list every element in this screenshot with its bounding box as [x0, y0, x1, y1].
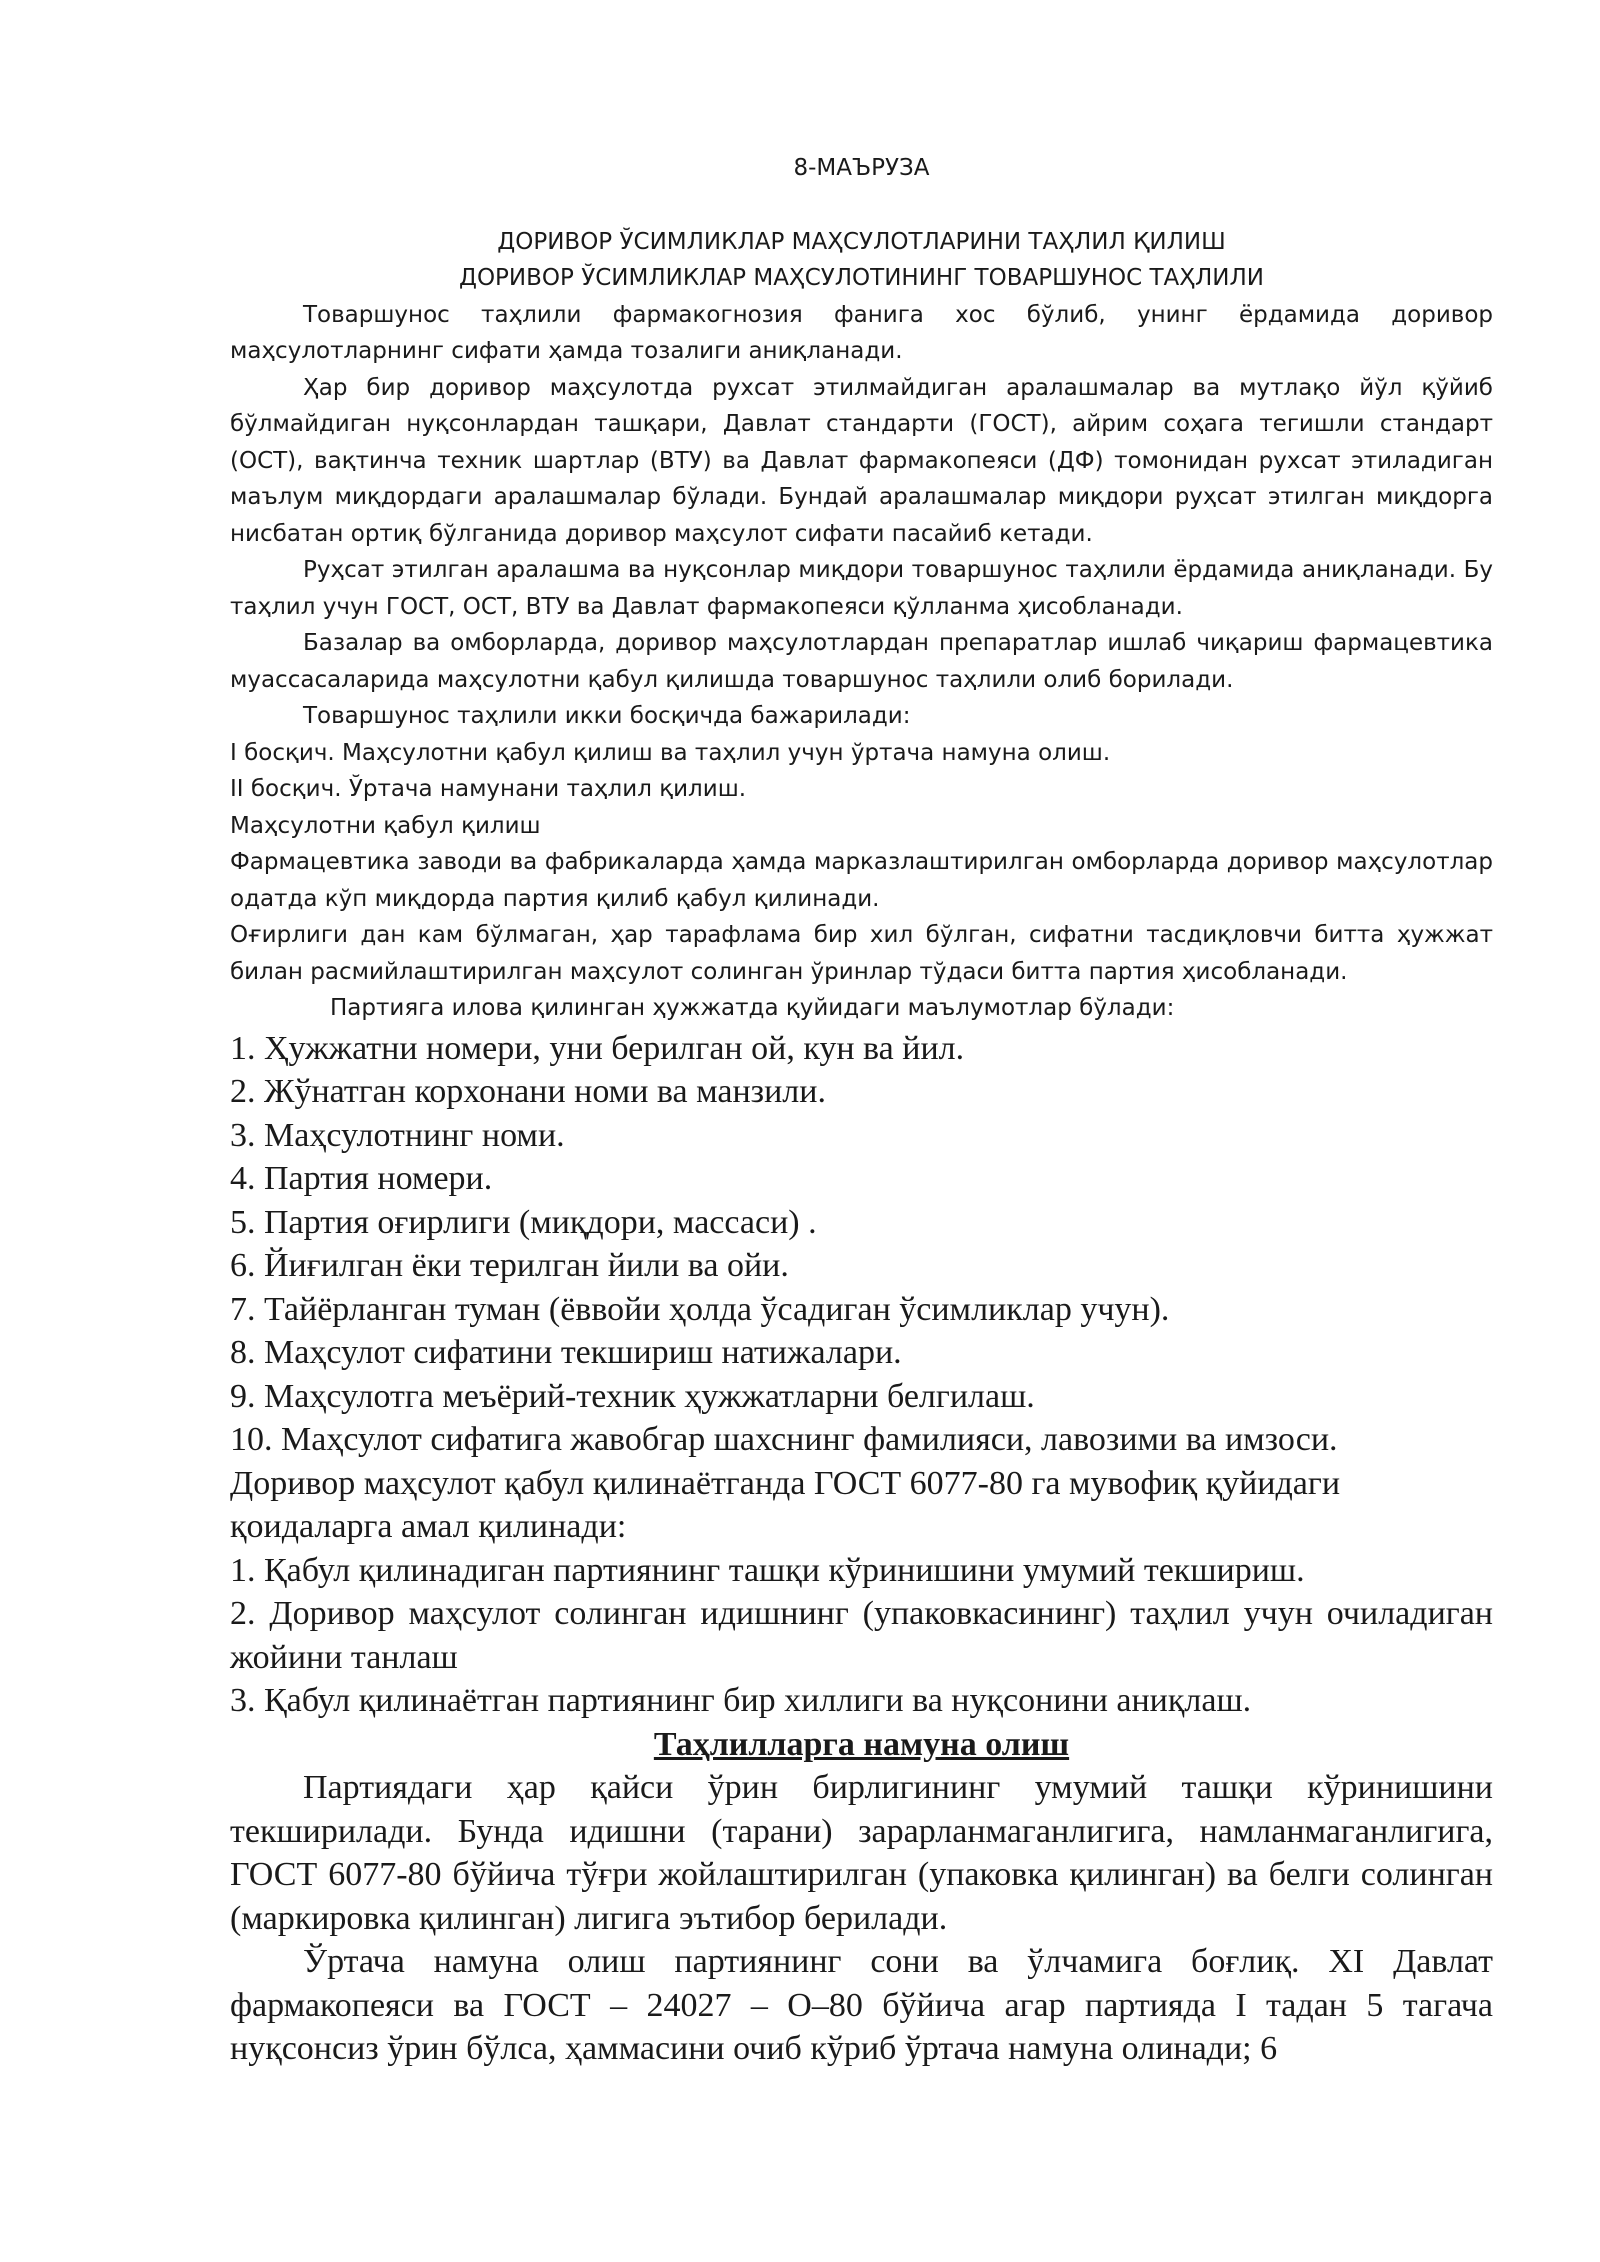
list-item: 3. Қабул қилинаётган партиянинг бир хиллиги ва нуқсонини аниқлаш.: [230, 1682, 1252, 1719]
paragraph: Партиядаги ҳар қайси ўрин бирлигининг умумий ташқи кўринишини текширилади. Бунда идишни (тарани) зарарланмаганлигига, намланмаганлигига, ГОСТ 6077-80 бўйича тўғри жойлаштирилган (упаковка қилинган) ва белги солинган (маркировка қилинган) лигига эътибор берилади.: [230, 1769, 1493, 1937]
rules-list: [230, 1549, 1493, 1723]
section-heading: ДОРИВОР ЎСИМЛИКЛАР МАҲСУЛОТИНИНГ ТОВАРШУНОС ТАҲЛИЛИ: [458, 265, 1265, 291]
paragraph: Фармацевтика заводи ва фабрикаларда ҳамда марказлаштирилган омборларда доривор маҳсулотлар одатда кўп миқдорда партия қилиб қабул қилинади.: [230, 849, 1493, 912]
paragraph: Оғирлиги дан кам бўлмаган, ҳар тарафлама бир хил бўлган, сифатни тасдиқловчи битта ҳужжат билан расмийлаштирилган маҳсулот солинган ўринлар тўдаси битта партия ҳисобланади.: [230, 922, 1493, 985]
document-page: [230, 150, 1493, 2071]
list-item: 1. Ҳужжатни номери, уни берилган ой, кун ва йил.: [230, 1029, 965, 1067]
list-item: 1. Қабул қилинадиган партиянинг ташқи кўринишини умумий текшириш.: [230, 1551, 1305, 1589]
list-item: 8. Маҳсулот сифатини текшириш натижалари.: [230, 1334, 902, 1371]
list-item: 3. Маҳсулотнинг номи.: [230, 1116, 565, 1154]
main-heading: ДОРИВОР ЎСИМЛИКЛАР МАҲСУЛОТЛАРИНИ ТАҲЛИЛ ҚИЛИШ: [497, 228, 1226, 255]
list-item: 5. Партия оғирлиги (миқдори, массаси) .: [230, 1203, 817, 1241]
paragraph: Руҳсат этилган аралашма ва нуқсонлар миқдори товаршунос таҳлили ёрдамида аниқланади. Бу таҳлил учун ГОСТ, ОСТ, ВТУ ва Давлат фармакопеяси қўлланма ҳисобланади.: [230, 557, 1493, 620]
subheading: Маҳсулотни қабул қилиш: [230, 812, 541, 839]
list-item: 10. Маҳсулот сифатига жавобгар шахснинг фамилияси, лавозими ва имзоси.: [230, 1421, 1338, 1458]
document-info-list: [230, 1027, 1493, 1462]
paragraph: Товаршунос таҳлили икки босқичда бажарилади:: [303, 703, 911, 729]
lecture-number: 8-МАЪРУЗА: [793, 155, 930, 181]
list-item: 6. Йиғилган ёки терилган йили ва ойи.: [230, 1247, 789, 1284]
paragraph: Доривор маҳсулот қабул қилинаётганда ГОСТ 6077-80 га мувофиқ қуйидаги қоидаларга амал қилинади:: [230, 1464, 1341, 1545]
list-item: 9. Маҳсулотга меъёрий-техник ҳужжатларни белгилаш.: [230, 1377, 1035, 1415]
paragraph: Ўртача намуна олиш партиянинг сони ва ўлчамига боғлиқ. XI Давлат фармакопеяси ва ГОСТ – 24027 – О–80 бўйича агар партияда I тадан 5 тагача нуқсонсиз ўрин бўлса, ҳаммасини очиб кўриб ўртача намуна олинади; 6: [230, 1943, 1493, 2067]
paragraph: Ҳар бир доривор маҳсулотда рухсат этилмайдиган аралашмалар ва мутлақо йўл қўйиб бўлмайдиган нуқсонлардан ташқари, Давлат стандарти (ГОСТ), айрим соҳага тегишли стандарт (ОСТ), вақтинча техник шартлар (ВТУ) ва Давлат фармакопеяси (ДФ) томонидан рухсат этиладиган маълум миқдордаги аралашмалар бўлади. Бундай аралашмалар миқдори руҳсат этилган миқдорга нисбатан ортиқ бўлганида доривор маҳсулот сифати пасайиб кетади.: [230, 374, 1493, 547]
list-item: 2. Жўнатган корхонани номи ва манзили.: [230, 1073, 826, 1110]
stage-item: II босқич. Ўртача намунани таҳлил қилиш.: [230, 776, 747, 802]
paragraph: Товаршунос таҳлили фармакогнозия фанига хос бўлиб, унинг ёрдамида доривор маҳсулотларнинг сифати ҳамда тозалиги аниқланади.: [230, 301, 1493, 364]
list-item: 2. Доривор маҳсулот солинган идишнинг (упаковкасининг) таҳлил учун очиладиган жойини танлаш: [230, 1595, 1493, 1676]
sampling-heading: Таҳлилларга намуна олиш: [653, 1725, 1070, 1763]
paragraph: Партияга илова қилинган ҳужжатда қуйидаги маълумотлар бўлади:: [330, 995, 1175, 1021]
paragraph: Базалар ва омборларда, доривор маҳсулотлардан препаратлар ишлаб чиқариш фармацевтика муассасаларида маҳсулотни қабул қилишда товаршунос таҳлили олиб борилади.: [230, 630, 1493, 693]
stage-item: I босқич. Маҳсулотни қабул қилиш ва таҳлил учун ўртача намуна олиш.: [230, 739, 1111, 766]
list-item: 4. Партия номери.: [230, 1160, 493, 1197]
list-item: 7. Тайёрланган туман (ёввойи ҳолда ўсадиган ўсимликлар учун).: [230, 1290, 1170, 1328]
